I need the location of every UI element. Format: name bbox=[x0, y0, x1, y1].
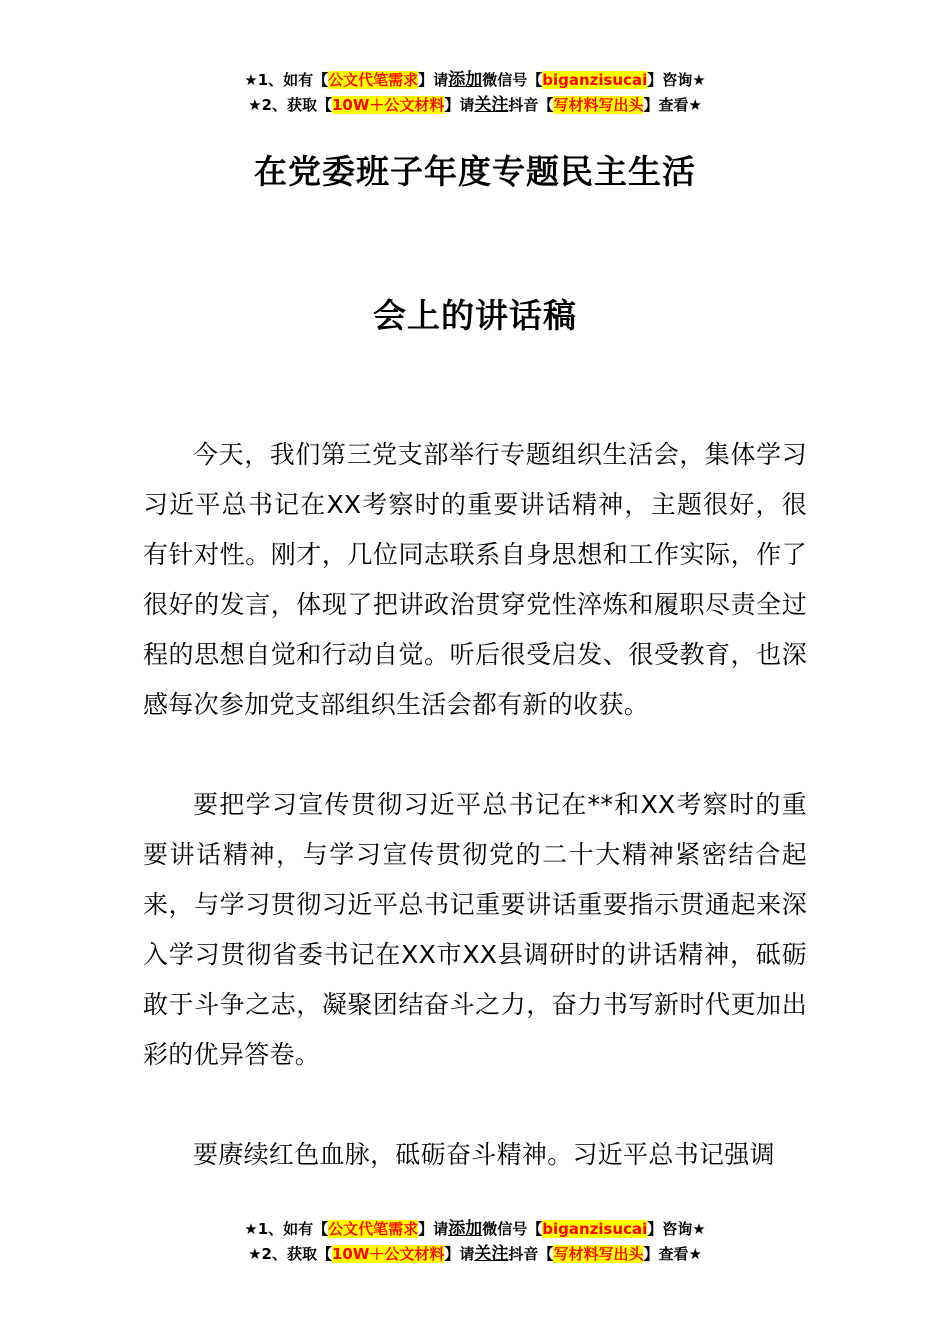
promo-underline-add: 添加 bbox=[448, 70, 483, 90]
document-title-line-1: 在党委班子年度专题民主生活 bbox=[254, 152, 696, 191]
promo-highlight-wechat-id: biganzisucai bbox=[542, 71, 648, 89]
promo-line-1: ★1、如有【公文代笔需求】请添加微信号【biganzisucai】咨询★ bbox=[244, 1219, 706, 1239]
promo-highlight-materials: 10W＋公文材料 bbox=[331, 1245, 445, 1263]
promo-underline-follow: 关注 bbox=[474, 95, 509, 115]
promo-line-1: ★1、如有【公文代笔需求】请添加微信号【biganzisucai】咨询★ bbox=[244, 70, 706, 90]
body-paragraph-1: 今天，我们第三党支部举行专题组织生活会，集体学习习近平总书记在XX考察时的重要讲话精神，主题很好，很有针对性。刚才，几位同志联系自身思想和工作实际，作了很好的发言，体现了把讲政治贯穿党性淬炼和履职尽责全过程的思想自觉和行动自觉。听后很受启发、很受教育，也深感每次参加党支部组织生活会都有新的收获。 bbox=[143, 440, 807, 719]
promo-line-2: ★2、获取【10W＋公文材料】请关注抖音【写材料写出头】查看★ bbox=[248, 1244, 702, 1264]
document-body bbox=[143, 430, 807, 1180]
promo-highlight-douyin: 写材料写出头 bbox=[553, 1245, 644, 1263]
body-paragraph-3: 要赓续红色血脉，砥砺奋斗精神。习近平总书记强调 bbox=[193, 1140, 775, 1169]
promo-highlight-wechat-id: biganzisucai bbox=[542, 1220, 648, 1238]
promo-highlight-materials: 10W＋公文材料 bbox=[331, 96, 445, 114]
promo-banner-top bbox=[0, 68, 950, 118]
promo-highlight-ghostwriting: 公文代笔需求 bbox=[328, 1220, 419, 1238]
promo-line-2: ★2、获取【10W＋公文材料】请关注抖音【写材料写出头】查看★ bbox=[248, 95, 702, 115]
promo-highlight-ghostwriting: 公文代笔需求 bbox=[328, 71, 419, 89]
promo-underline-add: 添加 bbox=[448, 1219, 483, 1239]
promo-highlight-douyin: 写材料写出头 bbox=[553, 96, 644, 114]
promo-banner-bottom bbox=[0, 1217, 950, 1267]
promo-underline-follow: 关注 bbox=[474, 1244, 509, 1264]
document-title-line-2: 会上的讲话稿 bbox=[373, 296, 577, 335]
body-paragraph-2: 要把学习宣传贯彻习近平总书记在**和XX考察时的重要讲话精神，与学习宣传贯彻党的二十大精神紧密结合起来，与学习贯彻习近平总书记重要讲话重要指示贯通起来深入学习贯彻省委书记在XX市XX县调研时的讲话精神，砥砺敢于斗争之志，凝聚团结奋斗之力，奋力书写新时代更加出彩的优异答卷。 bbox=[143, 790, 807, 1069]
